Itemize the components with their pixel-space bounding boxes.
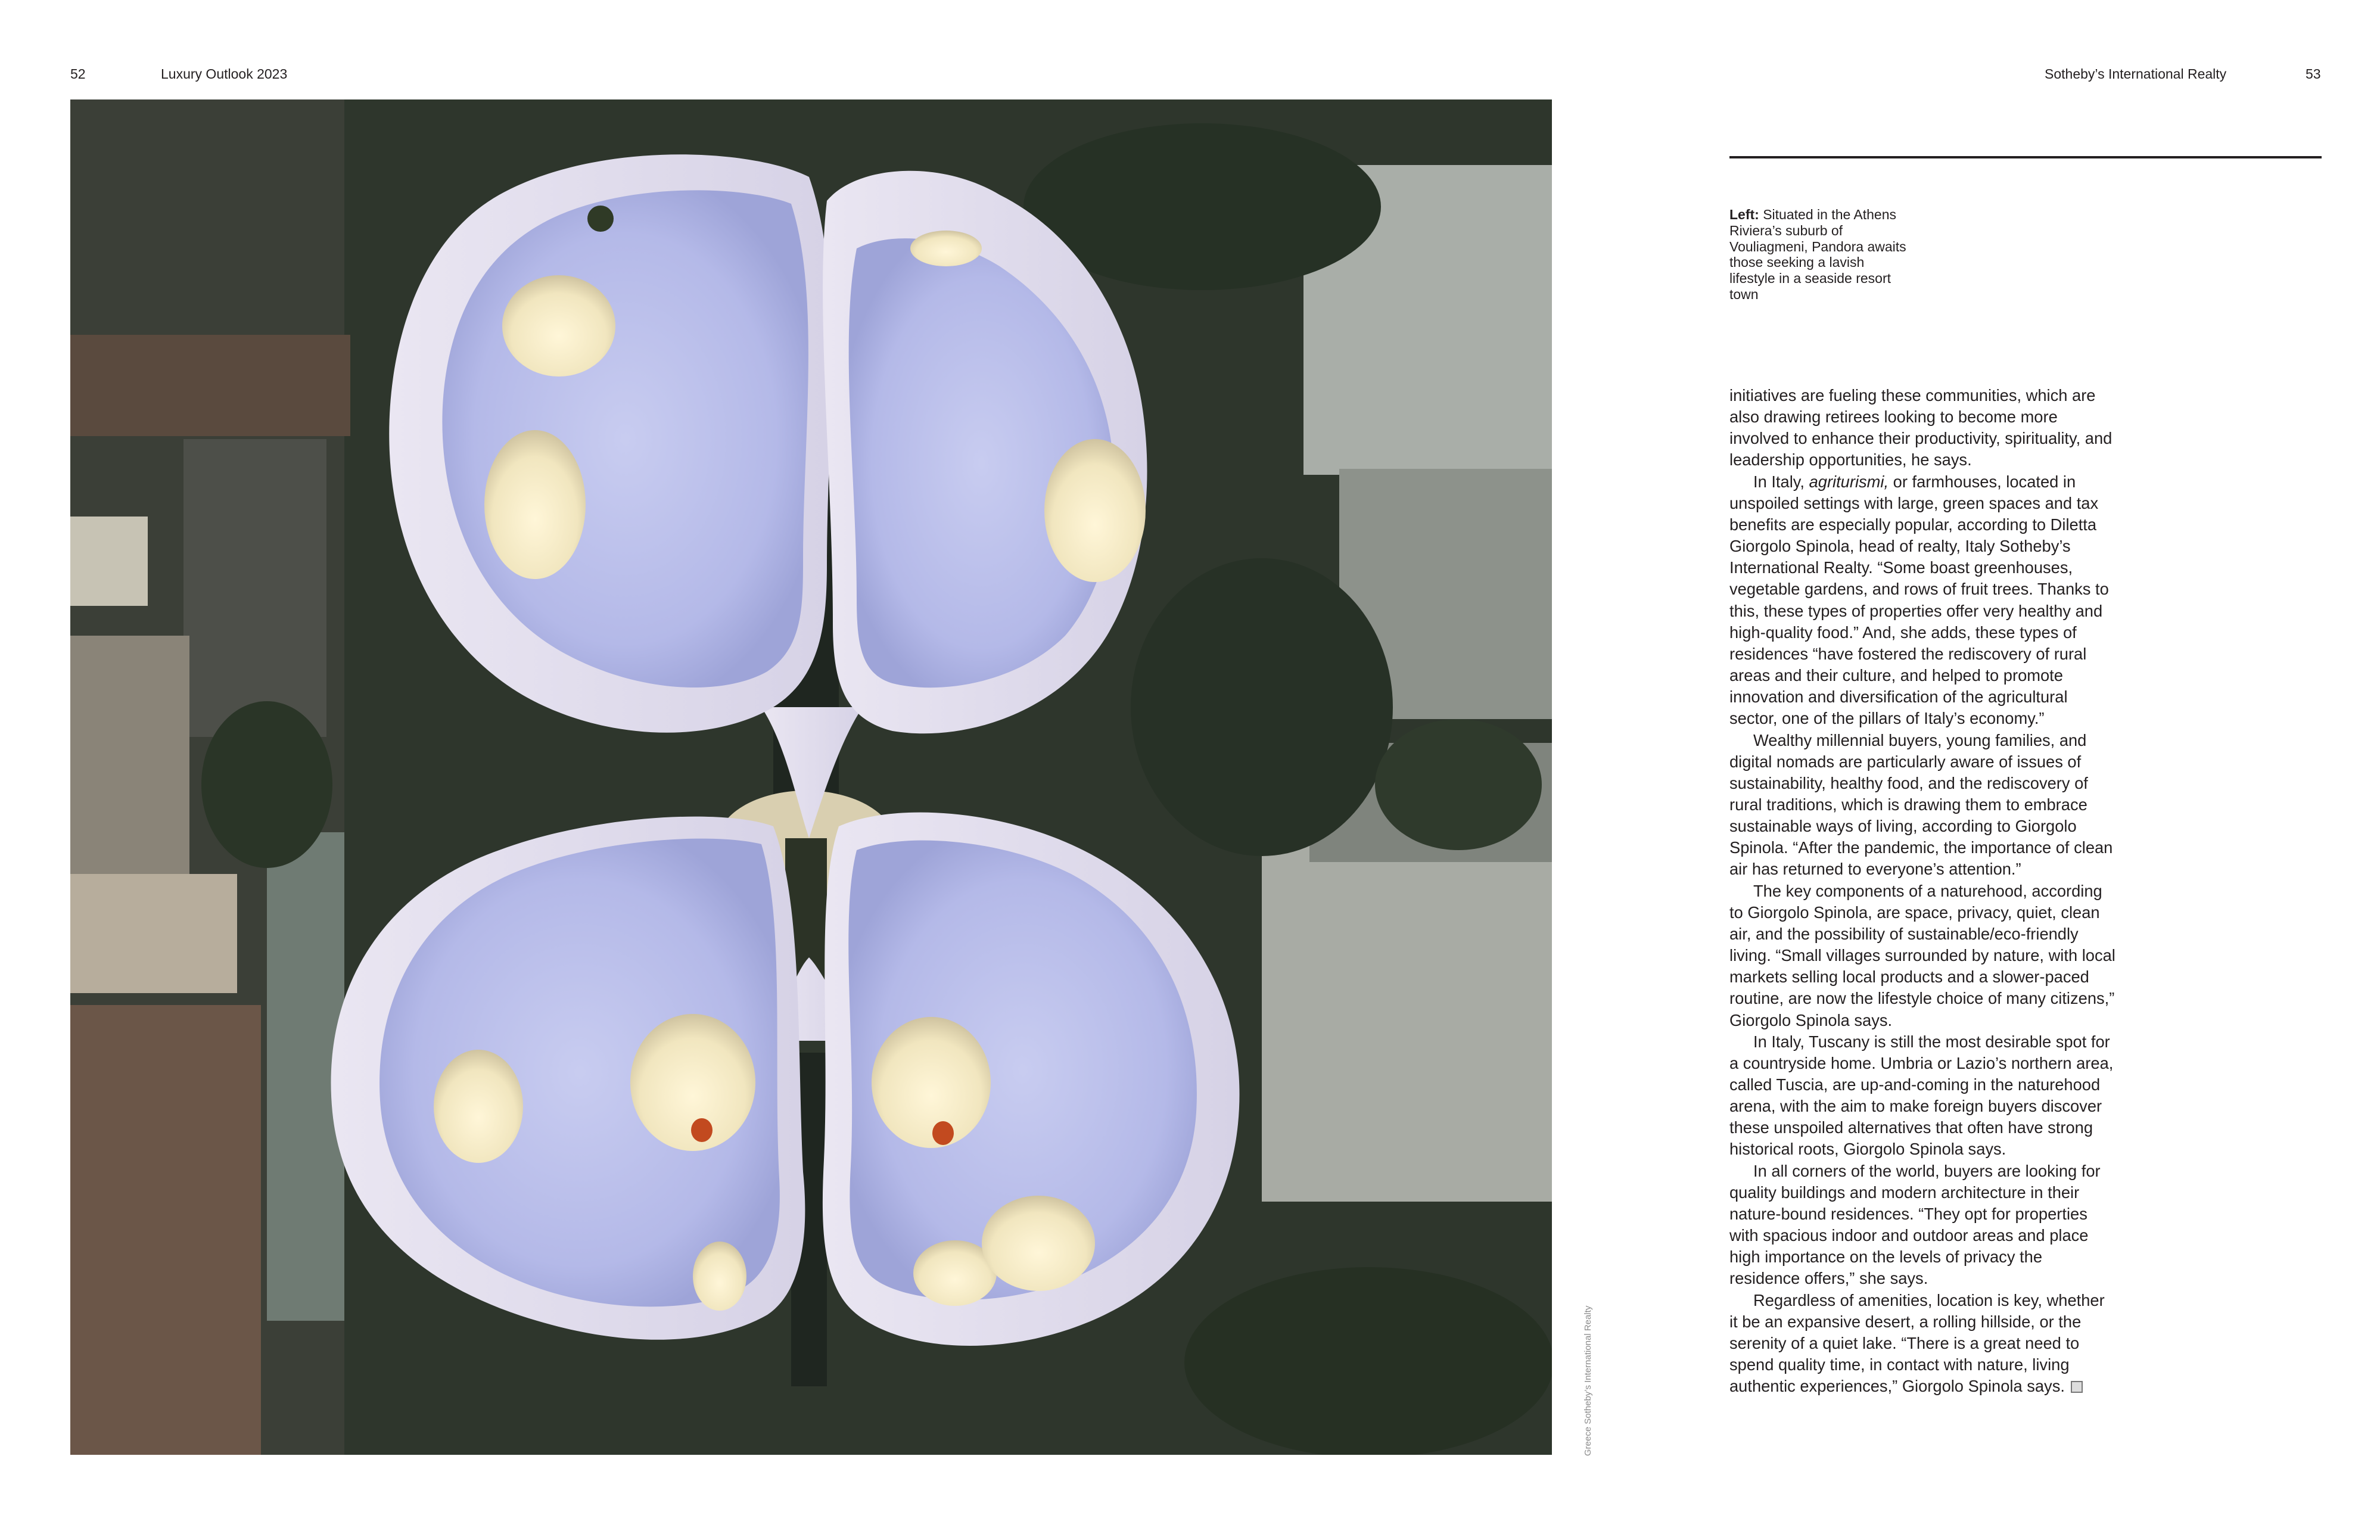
article-paragraph bbox=[1729, 471, 2117, 730]
article-body bbox=[1729, 385, 2117, 1397]
photo-caption bbox=[1729, 207, 1908, 303]
paragraph-text: In Italy, bbox=[1753, 472, 1805, 491]
article-paragraph bbox=[1729, 1290, 2117, 1398]
left-page-number: 52 bbox=[70, 66, 86, 82]
article-paragraph: In Italy, Tuscany is still the most desirable spot for a countryside home. Umbria or Lazio’s northern area, called Tuscia, are up-and-coming in the naturehood arena, with the aim to make foreign buyers discover these unspoiled alternatives that often have strong historical roots, Giorgolo Spinola says. bbox=[1729, 1032, 2114, 1159]
article-paragraph: Wealthy millennial buyers, young families, and digital nomads are particularly aware of issues of sustainability, healthy food, and the rediscovery of rural traditions, which is drawing them to embrace sustainable ways of living, according to Giorgolo Spinola. “After the pandemic, the importance of clean air has returned to everyone’s attention.” bbox=[1729, 730, 2113, 879]
article-paragraph: initiatives are fueling these communities, which are also drawing retirees looking to become more involved to enhance their productivity, spirituality, and leadership opportunities, he says. bbox=[1729, 386, 2113, 469]
brand-name: Sotheby’s International Realty bbox=[2045, 66, 2227, 82]
article-paragraph: In all corners of the world, buyers are looking for quality buildings and modern architecture in their nature-bound residences. “They opt for properties with spacious indoor and outdoor areas and place high importance on the levels of privacy the residence offers,” she says. bbox=[1729, 1161, 2101, 1288]
column-rule bbox=[1729, 156, 2322, 158]
caption-label: Left: bbox=[1729, 207, 1759, 222]
italic-term: agriturismi, bbox=[1809, 472, 1889, 491]
caption-text: Situated in the Athens Riviera’s suburb of Vouliagmeni, Pandora awaits those seeking a lavish lifestyle in a seaside resort town bbox=[1729, 207, 1906, 302]
end-of-article-icon bbox=[2071, 1381, 2083, 1393]
paragraph-text: or farmhouses, located in unspoiled settings with large, green spaces and tax benefits are especially popular, according to Diletta Giorgolo Spinola, head of realty, Italy Sotheby’s International Realty. “Some boast greenhouses, vegetable gardens, and rows of fruit trees. Thanks to this, these types of properties offer very healthy and high-quality food.” And, she adds, these types of residences “have fostered the rediscovery of rural areas and their culture, and helped to promote innovation and diversification of the agricultural sector, one of the pillars of Italy’s economy.” bbox=[1729, 472, 2109, 728]
right-page-number: 53 bbox=[2306, 66, 2321, 82]
photo-credit: Greece Sotheby’s International Realty bbox=[1583, 1305, 1593, 1456]
publication-title: Luxury Outlook 2023 bbox=[161, 66, 288, 82]
paragraph-text: Regardless of amenities, location is key, whether it be an expansive desert, a rolling hillside, or the serenity of a quiet lake. “There is a great need to spend quality time, in contact with nature, living authentic experiences,” Giorgolo Spinola says. bbox=[1729, 1290, 2105, 1396]
aerial-house-photo bbox=[70, 99, 1552, 1455]
article-paragraph: The key components of a naturehood, according to Giorgolo Spinola, are space, privacy, quiet, clean air, and the possibility of sustainable/eco-friendly living. “Small villages surrounded by nature, with local markets selling local products and a slower-paced routine, are now the lifestyle choice of many citizens,” Giorgolo Spinola says. bbox=[1729, 881, 2115, 1029]
